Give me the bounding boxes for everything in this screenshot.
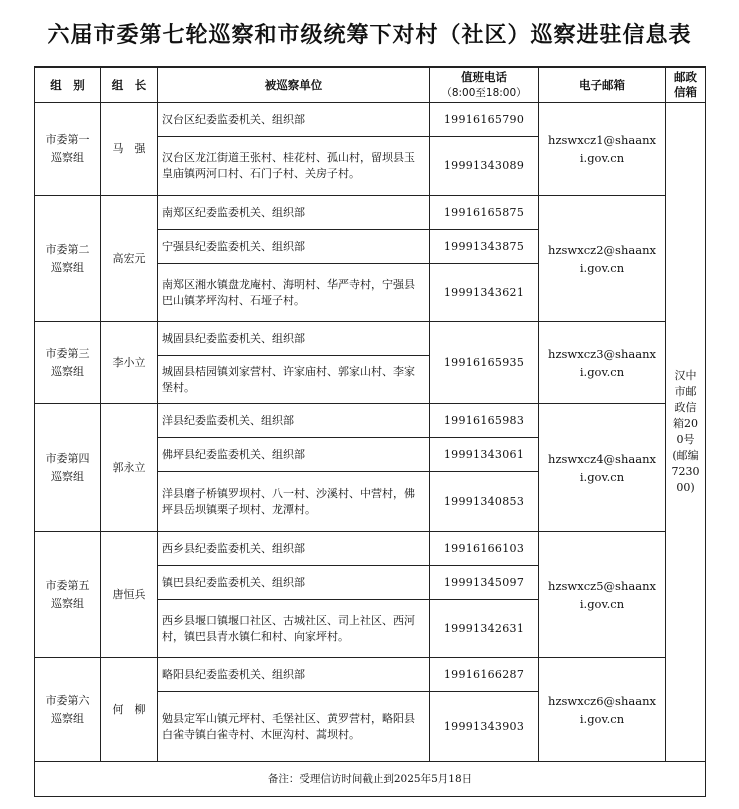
header-phone-hours: （8:00至18:00） xyxy=(441,87,527,99)
email-address: hzswxcz3@shaanxi.gov.cn xyxy=(539,322,666,404)
inspected-unit: 洋县磨子桥镇罗坝村、八一村、沙溪村、中营村，佛坪县岳坝镇栗子坝村、龙潭村。 xyxy=(158,472,430,532)
page-title: 六届市委第七轮巡察和市级统筹下对村（社区）巡察进驻信息表 xyxy=(47,23,692,48)
inspected-unit: 勉县定军山镇元坪村、毛堡社区、黄罗营村，略阳县白雀寺镇白雀寺村、木匣沟村、蒿坝村。 xyxy=(158,692,430,762)
header-phone-label: 值班电话 xyxy=(461,70,507,84)
duty-phone: 19916165983 xyxy=(430,404,539,438)
duty-phone: 19916165790 xyxy=(430,103,539,137)
info-table xyxy=(34,66,706,797)
group-leader: 唐恒兵 xyxy=(101,532,158,658)
header-leader: 组 长 xyxy=(101,67,158,103)
note-row xyxy=(35,762,706,797)
inspected-unit: 汉台区纪委监委机关、组织部 xyxy=(158,103,430,137)
group-leader: 何 柳 xyxy=(101,658,158,762)
group-leader: 高宏元 xyxy=(101,196,158,322)
group-leader: 李小立 xyxy=(101,322,158,404)
header-email: 电子邮箱 xyxy=(539,67,666,103)
inspected-unit: 宁强县纪委监委机关、组织部 xyxy=(158,230,430,264)
group-name: 市委第一巡察组 xyxy=(35,103,101,196)
inspected-unit: 城固县桔园镇刘家营村、许家庙村、郭家山村、李家堡村。 xyxy=(158,356,430,404)
table-row xyxy=(35,404,706,438)
inspected-unit: 南郑区湘水镇盘龙庵村、海明村、华严寺村，宁强县巴山镇茅坪沟村、石垭子村。 xyxy=(158,264,430,322)
email-address: hzswxcz4@shaanxi.gov.cn xyxy=(539,404,666,532)
post-box: 汉中市邮政信箱200号(邮编723000) xyxy=(666,103,706,762)
note: 备注：受理信访时间截止到2025年5月18日 xyxy=(35,762,706,797)
email-address: hzswxcz6@shaanxi.gov.cn xyxy=(539,658,666,762)
group-leader: 郭永立 xyxy=(101,404,158,532)
inspected-unit: 佛坪县纪委监委机关、组织部 xyxy=(158,438,430,472)
group-leader: 马 强 xyxy=(101,103,158,196)
inspected-unit: 汉台区龙江街道王张村、桂花村、孤山村，留坝县玉皇庙镇两河口村、石门子村、关房子村。 xyxy=(158,137,430,196)
group-name: 市委第二巡察组 xyxy=(35,196,101,322)
inspected-unit: 西乡县纪委监委机关、组织部 xyxy=(158,532,430,566)
table-row xyxy=(35,196,706,230)
duty-phone: 19991342631 xyxy=(430,600,539,658)
header-unit: 被巡察单位 xyxy=(158,67,430,103)
group-name: 市委第六巡察组 xyxy=(35,658,101,762)
email-address: hzswxcz1@shaanxi.gov.cn xyxy=(539,103,666,196)
duty-phone: 19991345097 xyxy=(430,566,539,600)
duty-phone: 19991343903 xyxy=(430,692,539,762)
duty-phone: 19991343061 xyxy=(430,438,539,472)
duty-phone: 19916165875 xyxy=(430,196,539,230)
duty-phone: 19916166287 xyxy=(430,658,539,692)
table-row xyxy=(35,532,706,566)
header-phone xyxy=(430,67,539,103)
duty-phone: 19991343089 xyxy=(430,137,539,196)
inspected-unit: 城固县纪委监委机关、组织部 xyxy=(158,322,430,356)
email-address: hzswxcz5@shaanxi.gov.cn xyxy=(539,532,666,658)
duty-phone: 19991340853 xyxy=(430,472,539,532)
inspected-unit: 西乡县堰口镇堰口社区、古城社区、司上社区、西河村，镇巴县青水镇仁和村、向家坪村。 xyxy=(158,600,430,658)
group-name: 市委第五巡察组 xyxy=(35,532,101,658)
duty-phone: 19916165935 xyxy=(430,322,539,404)
table-row xyxy=(35,103,706,137)
duty-phone: 19916166103 xyxy=(430,532,539,566)
header-group: 组 别 xyxy=(35,67,101,103)
inspected-unit: 略阳县纪委监委机关、组织部 xyxy=(158,658,430,692)
email-address: hzswxcz2@shaanxi.gov.cn xyxy=(539,196,666,322)
inspected-unit: 洋县纪委监委机关、组织部 xyxy=(158,404,430,438)
inspected-unit: 南郑区纪委监委机关、组织部 xyxy=(158,196,430,230)
group-name: 市委第四巡察组 xyxy=(35,404,101,532)
table-row xyxy=(35,658,706,692)
inspected-unit: 镇巴县纪委监委机关、组织部 xyxy=(158,566,430,600)
duty-phone: 19991343621 xyxy=(430,264,539,322)
header-post: 邮政信箱 xyxy=(666,67,706,103)
group-name: 市委第三巡察组 xyxy=(35,322,101,404)
duty-phone: 19991343875 xyxy=(430,230,539,264)
table-row xyxy=(35,322,706,356)
header-row xyxy=(35,67,706,103)
